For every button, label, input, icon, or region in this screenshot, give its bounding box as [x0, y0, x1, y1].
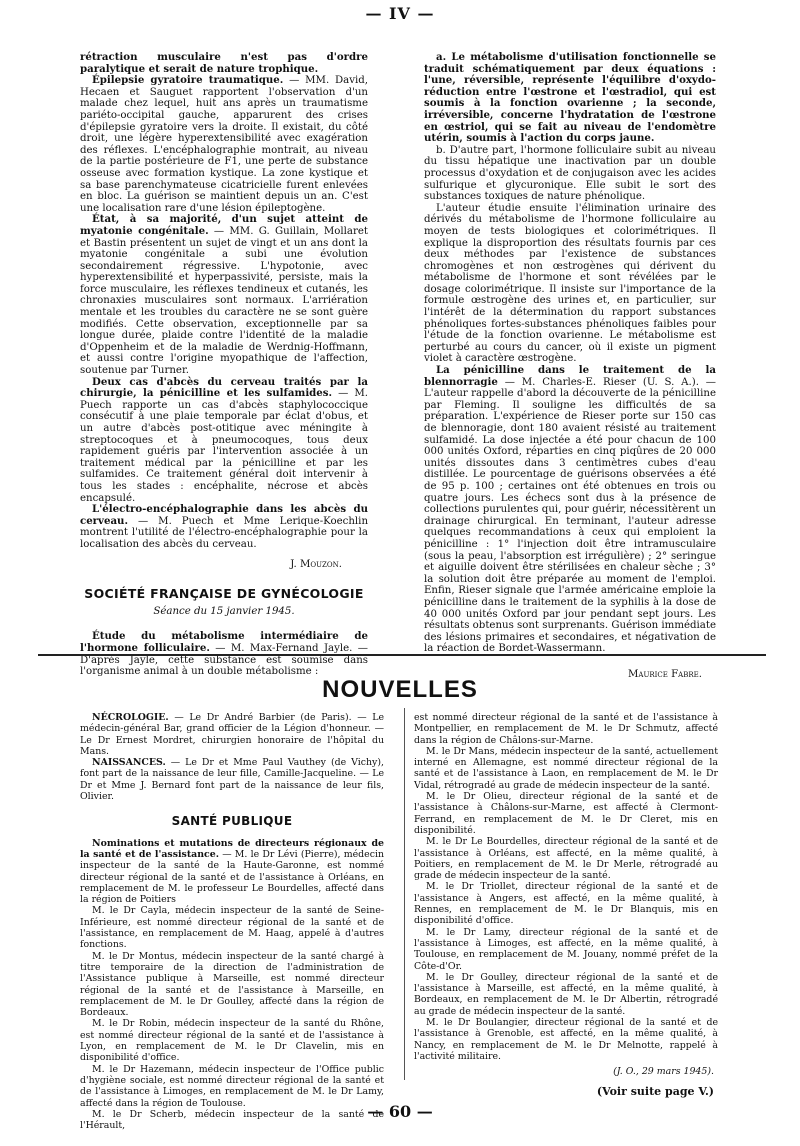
section-divider: [38, 654, 766, 656]
nouvelles-left-column: [80, 712, 384, 1131]
paragraph: Nominations et mutations de directeurs régionaux de la santé et de l'assistance. — M. le Dr Lévi (Pierre), médecin inspecteur de la santé de la Haute-Garonne, est nommé directeur régional de la santé et de l'assistance à Orléans, en remplacement de M. le professeur Le Bourdelles, affecté dans la région de Poitiers: [80, 837, 384, 906]
page-footer-number: — 60 —: [367, 1102, 433, 1121]
paragraph: rétraction musculaire n'est pas d'ordre paralytique et serait de nature trophique.: [80, 51, 368, 75]
section-title: SANTÉ PUBLIQUE: [171, 814, 293, 829]
paragraph: NÉCROLOGIE. — Le Dr André Barbier (de Paris). — Le médecin-général Bar, grand officier de la Légion d'honneur. — Le Dr Ernest Mordret, chirurgien honoraire de l'hôpital du Mans.: [80, 712, 384, 757]
paragraph: M. le Dr Hazemann, médecin inspecteur de l'Office public d'hygiène sociale, est nommé directeur régional de la santé et de l'assistance à Limoges, en remplacement de M. le Dr Lamy, affecté dans la région de Toulouse.: [80, 1063, 384, 1109]
paragraph: M. le Dr Goulley, directeur régional de la santé et de l'assistance à Marseille, est affecté, en la même qualité, à Bordeaux, en remplacement de M. le Dr Albertin, rétrogradé au grade de médecin inspecteur de la santé.: [414, 971, 718, 1017]
paragraph: M. le Dr Lamy, directeur régional de la santé et de l'assistance à Limoges, est affecté, en la même qualité, à Toulouse, en remplacement de M. Jouany, nommé préfet de la Côte-d'Or.: [414, 926, 718, 972]
paragraph: M. le Dr Mans, médecin inspecteur de la santé, actuellement interné en Allemagne, est nommé directeur régional de la santé et de l'assistance à Laon, en remplacement de M. le Dr Vidal, rétrogradé au grade de médecin inspecteur de la santé.: [414, 745, 718, 791]
signature: J. Mouzon.: [290, 558, 342, 570]
paragraph: b. D'autre part, l'hormone folliculaire subit au niveau du tissu hépatique une inactivation par un double processus d'oxydation et de conjugaison avec les acides sulfurique et glycuronique. Elle subit le sort des substances toxiques de nature phénolique.: [424, 144, 716, 203]
paragraph: L'auteur étudie ensuite l'élimination urinaire des dérivés du métabolisme de l'hormone folliculaire au moyen de tests biologiques et colorimétriques. Il explique la disproportion des résultats fournis par ces deux méthodes par l'existence de substances chromogènes et non œstrogènes qui dérivent du métabolisme de l'hormone et sont révélées par le dosage colorimétrique. Il insiste sur l'importance de la formule œstrogène des urines et, en particulier, sur l'intérêt de la détermination du rapport substances phénoliques fortes-substances phénoliques faibles pour l'étude de la fonction ovarienne. Le métabolisme est perturbé au cours du cancer, où il existe un pigment violet à caractère œstrogène.: [424, 202, 716, 365]
paragraph: État, à sa majorité, d'un sujet atteint de myatonie congénitale. — MM. G. Guillain, Mollaret et Bastin présentent un sujet de vingt et un ans dont la myatonie congénitale a subi une évolution secondairement régressive. L'hypotonie, avec hyperextensibilité et hyperpassivité, persiste, mais la force musculaire, les réflexes tendineux et cutanés, les chronaxies musculaires sont normaux. L'arriération mentale et les troubles du caractère ne se sont guère modifiés. Cette observation, exceptionnelle par sa longue durée, plaide contre l'identité de la maladie d'Oppenheim et de la maladie de Werdnig-Hoffmann, et aussi contre l'origine myopathique de l'affection, soutenue par Turner.: [80, 213, 368, 377]
paragraph: a. Le métabolisme d'utilisation fonctionnelle se traduit schématiquement par deux équations : l'une, réversible, représente l'équilibre d'oxydo-réduction entre l'œstrone et l'œstradiol, qui est soumis à la fonction ovarienne ; la seconde, irréversible, concerne l'hydratation de l'œstrone en œstriol, qui se fait au niveau de l'endomètre utérin, soumis à l'action du corps jaune.: [424, 51, 716, 145]
paragraph: NAISSANCES. — Le Dr et Mme Paul Vauthey (de Vichy), font part de la naissance de leur fille, Camille-Jacqueline. — Le Dr et Mme J. Bernard font part de la naissance de leur fils, Olivier.: [80, 757, 384, 803]
source-reference: (J. O., 29 mars 1945).: [613, 1066, 714, 1078]
paragraph: est nommé directeur régional de la santé et de l'assistance à Montpellier, en remplacement de M. le Dr Schmutz, affecté dans la région de Châlons-sur-Marne.: [414, 712, 718, 746]
paragraph: M. le Dr Olieu, directeur régional de la santé et de l'assistance à Châlons-sur-Marne, est affecté à Clermont-Ferrand, en remplacement de M. le Dr Cleret, mis en disponibilité.: [414, 791, 718, 836]
column-divider: [404, 708, 405, 1080]
paragraph: L'électro-encéphalographie dans les abcès du cerveau. — M. Puech et Mme Lerique-Koechlin montrent l'utilité de l'électro-encéphalographie pour la localisation des abcès du cerveau.: [80, 503, 368, 550]
paragraph: Deux cas d'abcès du cerveau traités par la chirurgie, la pénicilline et les sulfamides. — M. Puech rapporte un cas d'abcès staphylococcique consécutif à une plaie temporale par éclat d'obus, et un autre d'abcès post-otitique avec méningite à streptocoques et à pneumocoques, tous deux rapidement guéris par l'intervention associée à un traitement médical par la pénicilline et par les sulfamides. Ce traitement général doit intervenir à tous les stades : encéphalite, nécrose et abcès encapsulé.: [80, 375, 368, 504]
paragraph: Épilepsie gyratoire traumatique. — MM. David, Hecaen et Sauguet rapportent l'observation d'un malade chez lequel, huit ans après un traumatisme pariéto-occipital gauche, apparurent des crises d'épilepsie gyratoire vers la droite. Il existait, du côté droit, une légère hyperextensibilité avec exagération des réflexes. L'encéphalographie montrait, au niveau de la partie postérieure de F1, une perte de substance osseuse avec formation kystique. La zone kystique et sa base parenchymateuse cicatricielle furent enlevées en bloc. La guérison se maintient depuis un an. C'est une localisation rare d'une lésion épileptogène.: [80, 74, 368, 214]
paragraph: M. le Dr Le Bourdelles, directeur régional de la santé et de l'assistance à Orléans, est affecté, en la même qualité, à Poitiers, en remplacement de M. le Dr Merle, rétrogradé au grade de médecin inspecteur de la santé.: [414, 836, 718, 882]
right-column: [424, 52, 716, 680]
left-column: [80, 52, 368, 678]
paragraph: La pénicilline dans le traitement de la blennorragie — M. Charles-E. Rieser (U. S. A.). — L'auteur rappelle d'abord la découverte de la pénicilline par Fleming. Il souligne les difficultés de sa préparation. L'expérience de Rieser porte sur 150 cas de blennoragie, dont 180 avaient résisté au traitement sulfamidé. La dose injectée a été pour chacun de 100 000 unités Oxford, réparties en cinq piqûres de 20 000 unités dissoutes dans 3 centimètres cubes d'eau distillée. Le pourcentage de guérisons observées a été de 95 p. 100 ; certaines ont été obtenues en trois ou quatre jours. Les échecs sont dus à la présence de collections purulentes qui, pour guérir, nécessitèrent un drainage chirurgical. En terminant, l'auteur adresse quelques recommandations à ceux qui emploient la pénicilline : 1° l'injection doit être intramusculaire (sous la peau, l'absorption est irrégulière) ; 2° seringue et aiguille doivent être stérilisées en chaleur sèche ; 3° la solution doit être préparée au moment de l'emploi. Enfin, Rieser signale que l'armée américaine emploie la pénicilline dans le traitement de la syphilis à la dose de 40 000 unités Oxford par jour pendant sept jours. Les résultats obtenus sont surprenants. Guérison immédiate des lésions primaires et secondaires, et négativation de la réaction de Bordet-Wassermann.: [424, 364, 716, 655]
paragraph: M. le Dr Triollet, directeur régional de la santé et de l'assistance à Angers, est affecté, en la même qualité, à Rennes, en remplacement de M. le Dr Blanquis, mis en disponibilité d'office.: [414, 881, 718, 927]
section-title: SOCIÉTÉ FRANÇAISE DE GYNÉCOLOGIE: [84, 586, 364, 602]
paragraph: M. le Dr Boulangier, directeur régional de la santé et de l'assistance à Grenoble, est affecté, en la même qualité, à Nancy, en remplacement de M. le Dr Melnotte, rappelé à l'activité militaire.: [414, 1017, 718, 1062]
session-date: Séance du 15 janvier 1945.: [153, 605, 295, 617]
paragraph: M. le Dr Montus, médecin inspecteur de la santé chargé à titre temporaire de la direction de l'administration de l'Assistance publique à Marseille, est nommé directeur régional de la santé et de l'assistance à Marseille, en remplacement de M. le Dr Goulley, affecté dans la région de Bordeaux.: [80, 950, 384, 1019]
continued-notice: (Voir suite page V.): [596, 1084, 714, 1098]
paragraph: M. le Dr Scherb, médecin inspecteur de la santé de l'Hérault,: [80, 1108, 384, 1132]
nouvelles-title: NOUVELLES: [322, 676, 478, 703]
signature: Maurice Fabre.: [627, 668, 702, 680]
paragraph: M. le Dr Robin, médecin inspecteur de la santé du Rhône, est nommé directeur régional de la santé et de l'assistance à Lyon, en remplacement de M. le Dr Clavelin, mis en disponibilité d'office.: [80, 1018, 384, 1064]
paragraph: M. le Dr Cayla, médecin inspecteur de la santé de Seine-Inférieure, est nommé directeur régional de la santé et de l'assistance, en remplacement de M. Haag, appelé à d'autres fonctions.: [80, 905, 384, 951]
paragraph: Étude du métabolisme intermédiaire de l'hormone folliculaire. — M. Max-Fernand Jayle. — D'après Jayle, cette substance est soumise dans l'organisme animal à un double métabolisme :: [80, 630, 368, 678]
nouvelles-right-column: [414, 712, 718, 1097]
page-header-number: — IV —: [365, 4, 435, 23]
